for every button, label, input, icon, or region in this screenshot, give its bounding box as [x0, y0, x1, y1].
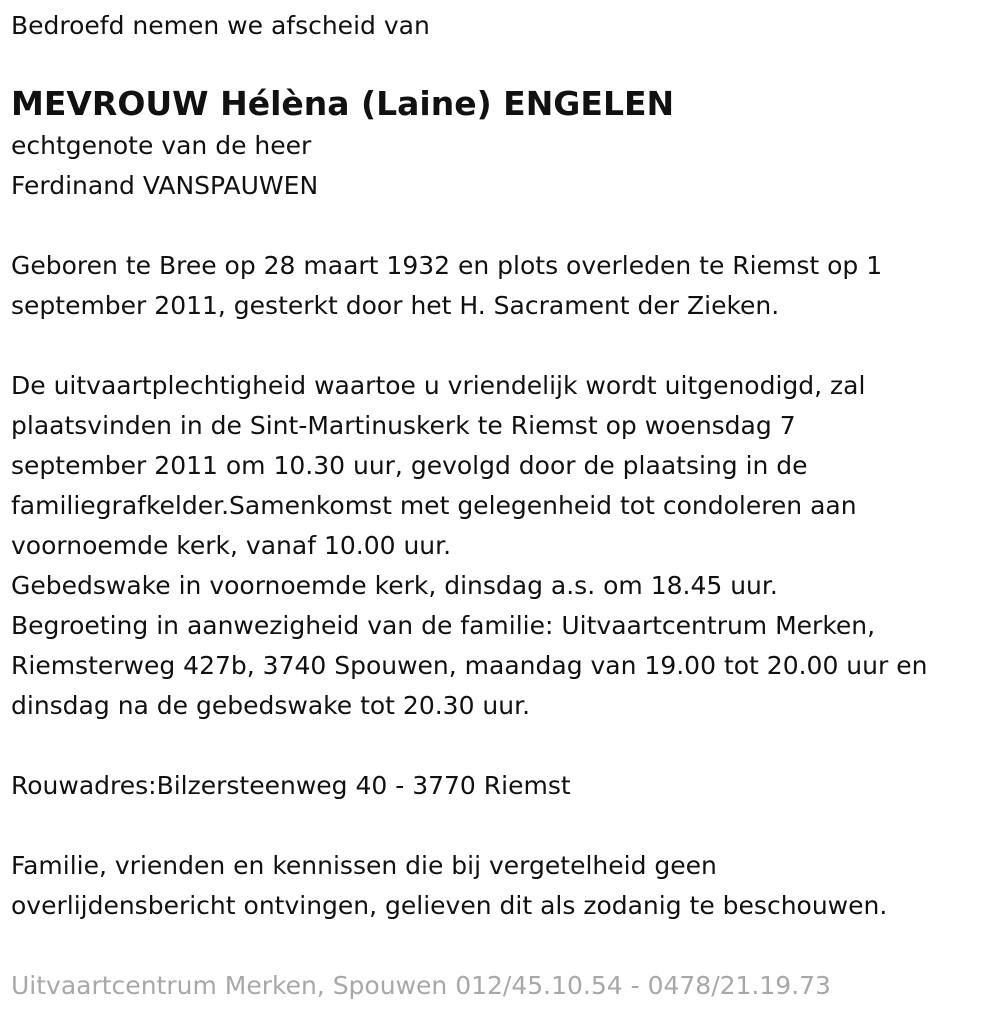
closing-line: overlijdensbericht ontvingen, gelieven dit als zodanig te beschouwen.	[11, 891, 888, 920]
closing-block	[11, 846, 990, 926]
ceremony-line: plaatsvinden in de Sint-Martinuskerk te Riemst op woensdag 7	[11, 411, 796, 440]
spouse-line: Ferdinand VANSPAUWEN	[11, 171, 319, 200]
ceremony-line: Riemsterweg 427b, 3740 Spouwen, maandag van 19.00 tot 20.00 uur en	[11, 651, 928, 680]
funeral-home-footer: Uitvaartcentrum Merken, Spouwen 012/45.10.54 - 0478/21.19.73	[11, 971, 831, 1000]
spouse-line: echtgenote van de heer	[11, 131, 312, 160]
birth-death-line: september 2011, gesterkt door het H. Sacrament der Zieken.	[11, 291, 780, 320]
birth-death-line: Geboren te Bree op 28 maart 1932 en plots overleden te Riemst op 1	[11, 251, 883, 280]
deceased-name: MEVROUW Hélèna (Laine) ENGELEN	[11, 84, 675, 123]
spouse-block	[11, 126, 990, 206]
ceremony-line: Gebedswake in voornoemde kerk, dinsdag a.s. om 18.45 uur.	[11, 571, 778, 600]
ceremony-line: september 2011 om 10.30 uur, gevolgd door de plaatsing in de	[11, 451, 808, 480]
ceremony-line: Begroeting in aanwezigheid van de familie: Uitvaartcentrum Merken,	[11, 611, 876, 640]
ceremony-line: dinsdag na de gebedswake tot 20.30 uur.	[11, 691, 531, 720]
mourning-address: Rouwadres:Bilzersteenweg 40 - 3770 Riemst	[11, 771, 571, 800]
ceremony-block	[11, 366, 990, 726]
intro-text: Bedroefd nemen we afscheid van	[11, 11, 430, 40]
ceremony-line: voornoemde kerk, vanaf 10.00 uur.	[11, 531, 452, 560]
closing-line: Familie, vrienden en kennissen die bij vergetelheid geen	[11, 851, 717, 880]
ceremony-line: familiegrafkelder.Samenkomst met gelegenheid tot condoleren aan	[11, 491, 857, 520]
birth-death-block	[11, 246, 990, 326]
ceremony-line: De uitvaartplechtigheid waartoe u vriendelijk wordt uitgenodigd, zal	[11, 371, 866, 400]
